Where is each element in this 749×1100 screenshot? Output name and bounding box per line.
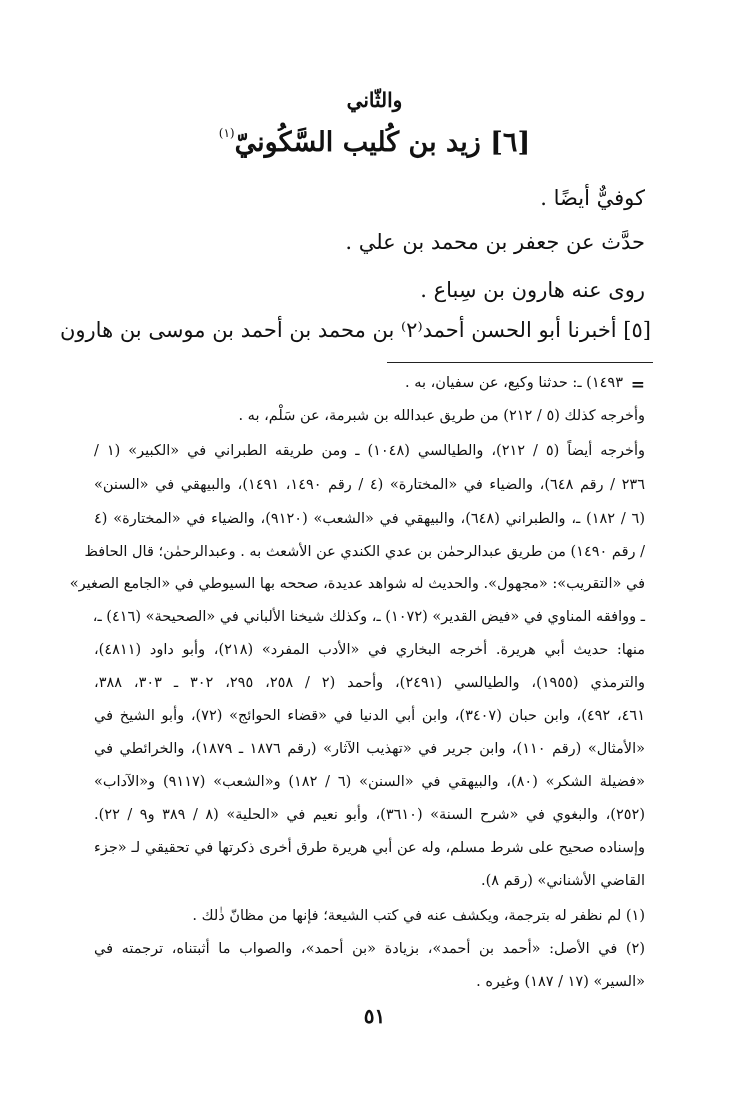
footnote-line: وأخرجه كذلك (٥ / ٢١٢) من طريق عبدالله بن شبرمة، عن سَلْم، به . [238,408,645,424]
footnote-line: «السير» (١٧ / ١٨٧) وغيره . [476,974,645,990]
footnote-line: القاضي الأشناني» (رقم ٨). [481,873,645,889]
body-line: روى عنه هارون بن سِباع . [420,278,645,302]
footnote-line: (٢) في الأصل: «أحمد بن أحمد»، بزيادة «بن أحمد»، والصواب ما أثبتناه، ترجمته في [94,941,645,957]
footnote-line: «فضيلة الشكر» (٨٠)، والبيهقي في «السنن» (٦ / ١٨٢) و«الشعب» (٩١١٧) و«الآداب» [94,774,645,790]
footnote-line: ١٤٩٣) ـ: حدثنا وكيع، عن سفيان، به . [404,375,623,391]
footnote-line: (١) لم نظفر له بترجمة، ويكشف عنه في كتب الشيعة؛ فإنها من مظانّ ذٰلك . [192,908,645,924]
footnote-line: ـ ووافقه المناوي في «فيض القدير» (١٠٧٢) ـ، وكذلك شيخنا الألباني في «الصحيحة» (٤١٦) ـ، [92,609,645,625]
footnote-line: ٢٣٦ / رقم ٦٤٨)، والضياء في «المختارة» (٤ / رقم ١٤٩٠، ١٤٩١)، والبيهقي في «السنن» [94,477,646,493]
body-line: كوفيٌّ أيضًا . [540,186,645,210]
section-title: والثّاني [346,88,403,112]
footnote-line: (٢٥٢)، والبغوي في «شرح السنة» (٣٦١٠)، وأبو نعيم في «الحلية» (٨ / ٣٨٩ و٩ / ٢٢). [94,807,645,823]
footnote-ref: (١) [218,126,235,140]
page-number: ٥١ [363,1004,386,1028]
footnote-separator [387,362,653,363]
footnote-line: «الأمثال» (رقم ١١٠)، وابن جرير في «تهذيب الآثار» (رقم ١٨٧٦ ـ ١٨٧٩)، والخرائطي في [94,741,645,757]
footnote-line: والترمذي (١٩٥٥)، والطيالسي (٢٤٩١)، وأحمد (٢ / ٢٥٨، ٢٩٥، ٣٠٢ ـ ٣٠٣، ٣٨٨، [94,675,645,691]
body-line: حدَّث عن جعفر بن محمد بن علي . [345,230,645,254]
footnote-line: (٦ / ١٨٢) ـ، والطبراني (٦٤٨)، والبيهقي في «الشعب» (٩١٢٠)، والضياء في «المختارة» (٤ [94,511,645,527]
entry-heading-text: [٦] زيد بن كُليب السَّكُونيّ [234,127,531,158]
footnote-line: ٤٦١، ٤٩٢)، وابن حبان (٣٤٠٧)، وابن أبي الدنيا في «قضاء الحوائج» (٧٢)، وأبو الشيخ في [94,708,645,724]
body-line: [٥] أخبرنا أبو الحسن أحمد⁽٢⁾ بن محمد بن أحمد بن موسى بن هارون [59,318,651,342]
entry-heading [0,126,749,158]
continuation-mark: = [630,375,645,395]
footnote-line: في «التقريب»: «مجهول». والحديث له شواهد عديدة، صححه بها السيوطي في «الجامع الصغير» [69,576,645,592]
footnote-line: / رقم ١٤٩٠) من طريق عبدالرحمٰن بن عدي الكندي عن الأشعث به . وعبدالرحمٰن؛ قال الحافظ [84,544,645,560]
footnote-line: منها: حديث أبي هريرة. أخرجه البخاري في «الأدب المفرد» (٢١٨)، وأبو داود (٤٨١١)، [94,642,646,658]
footnote-line: وإسناده صحيح على شرط مسلم، وله عن أبي هريرة طرق أخرى ذكرتها في تحقيقي لـ «جزء [94,840,645,856]
footnote-line: وأخرجه أيضاً (٥ / ٢١٢)، والطيالسي (١٠٤٨) ـ ومن طريقه الطبراني في «الكبير» (١ / [94,443,645,459]
